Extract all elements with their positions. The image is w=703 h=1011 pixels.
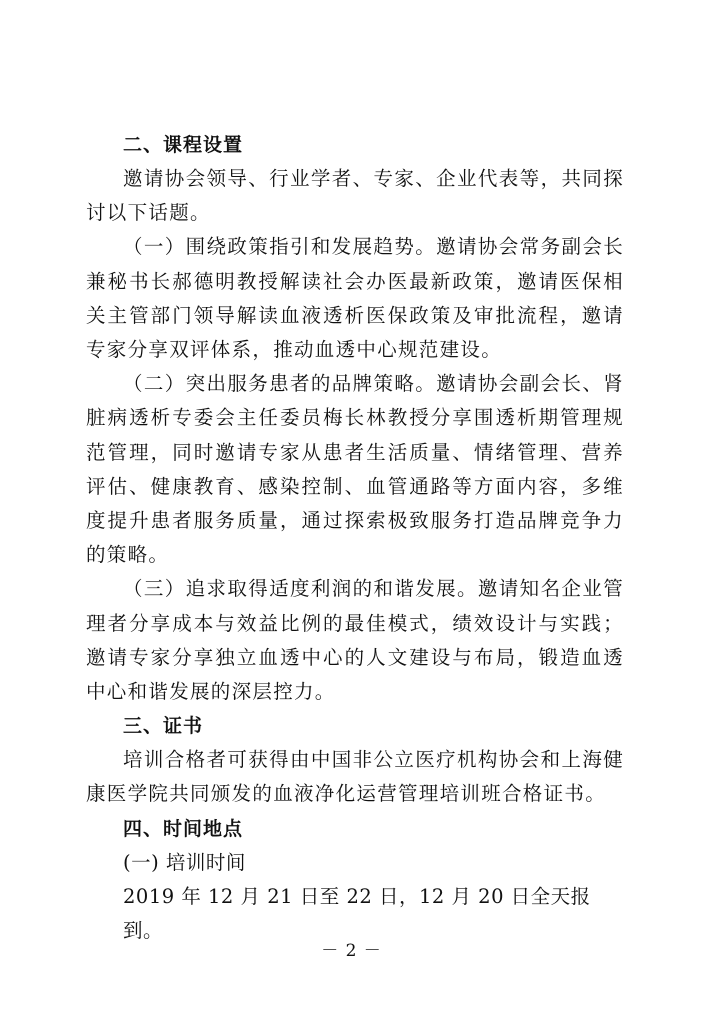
section-heading-certificate: 三、证书 — [123, 715, 204, 738]
page-number: － 2 － — [321, 941, 382, 961]
certificate-text: 培训合格者可获得由中国非公立医疗机构协会和上海健康医学院共同颁发的血液净化运营管理培训班合格证书。 — [86, 748, 624, 806]
section-heading-time-place: 四、时间地点 — [123, 817, 244, 840]
training-time-subheading: (一) 培训时间 — [123, 850, 246, 874]
section-heading-courses: 二、课程设置 — [123, 134, 244, 156]
document-body — [86, 128, 624, 948]
training-date-text: 2019 年 12 月 21 日至 22 日，12 月 20 日全天报到。 — [123, 884, 591, 942]
courses-intro: 邀请协会领导、行业学者、专家、企业代表等，共同探讨以下话题。 — [86, 167, 624, 225]
courses-item-1: （一）围绕政策指引和发展趋势。邀请协会常务副会长兼秘书长郝德明教授解读社会办医最新政策，邀请医保相关主管部门领导解读血液透析医保政策及审批流程，邀请专家分享双评体系，推动血透中心规范建设。 — [86, 235, 624, 362]
courses-item-2: （二）突出服务患者的品牌策略。邀请协会副会长、肾脏病透析专委会主任委员梅长林教授分享围透析期管理规范管理，同时邀请专家从患者生活质量、情绪管理、营养评估、健康教育、感染控制、血管通路等方面内容，多维度提升患者服务质量，通过探索极致服务打造品牌竞争力的策略。 — [86, 372, 624, 567]
courses-item-3: （三）追求取得适度利润的和谐发展。邀请知名企业管理者分享成本与效益比例的最佳模式，绩效设计与实践；邀请专家分享独立血透中心的人文建设与布局，锻造血透中心和谐发展的深层控力。 — [86, 577, 624, 704]
